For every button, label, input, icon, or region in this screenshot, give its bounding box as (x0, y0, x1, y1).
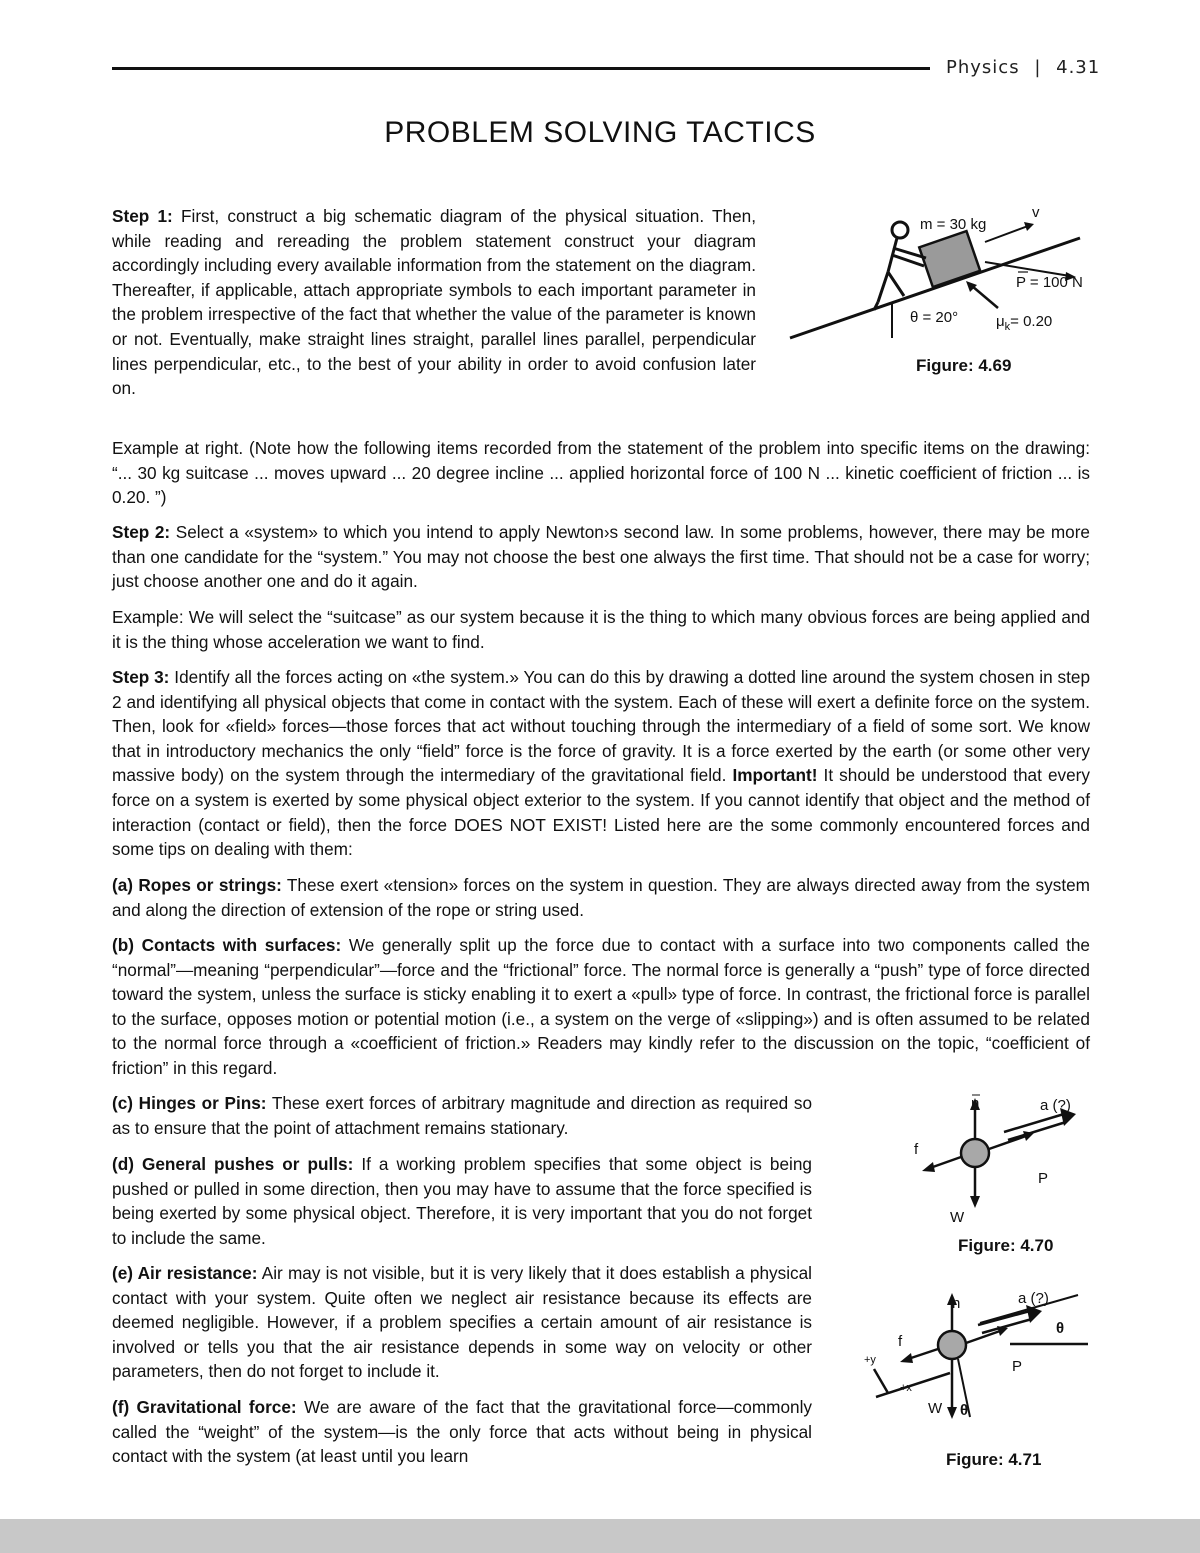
applied-force-label: P (1012, 1358, 1023, 1375)
acceleration-label (1018, 1290, 1049, 1307)
item-e-air-resistance (112, 1261, 812, 1384)
example-2-paragraph: Example: We will select the “suitcase” as our system because it is the thing to which many obvious forces are being applied and it is the thing whose acceleration we want to find. (112, 607, 1090, 652)
running-header (946, 57, 1100, 78)
header-rule (112, 67, 930, 70)
item-f-text: We are aware of the fact that the gravitational force—commonly called the “weight” of the system—is the only force that acts without being in physical contact with the system (at least until you learn (112, 1397, 812, 1467)
weight-label: W (950, 1209, 965, 1226)
person-pushing-icon (874, 222, 926, 310)
figure-4-70-caption: Figure: 4.70 (958, 1236, 1054, 1255)
step-1-text: First, construct a big schematic diagram of the physical situation. Then, while reading and rereading the problem statement construct your diagram accordingly including every available information from the statement on the diagram. Thereafter, if applicable, attach appropriate symbols to each important parameter in the problem irrespective of the fact that whether the value of the parameter is known or not. Eventually, make straight lines straight, parallel lines parallel, perpendicular lines perpendicular, etc., to the best of your ability in order to avoid confusion later on. (112, 206, 756, 399)
figure-4-69-incline-diagram (780, 200, 1100, 350)
item-e-text: Air may is not visible, but it is very likely that it does establish a physical contact with your system. Quite often we neglect air resistance because its effects are deemed negligible. However, if a problem specifies a certain amount of air resistance is involved or tells you that the air resistance depends in some way on velocity or other parameters, then do not forget to include it. (112, 1263, 812, 1382)
item-d-text: If a working problem specifies that some object is being pushed or pulled in some direction, then you may have to assume that the force specified is being exerted by some physical object. Therefore, it is very important that you do not forget to include the same. (112, 1154, 812, 1248)
item-b-text: We generally split up the force due to contact with a surface into two components called the “normal”—meaning “perpendicular”—force and the “frictional” force. The normal force is generally a “push” type of force directed toward the system, unless the surface is sticky enabling it to exert a «pull» type of force. In contrast, the frictional force is parallel to the surface, opposes motion or potential motion (i.e., a system on the verge of «slipping») and is often assumed to be related to the normal force through a «coefficient of friction.» Readers may kindly refer to the discussion on the topic, “coefficient of friction” in this regard. (112, 935, 1090, 1078)
incline-angle-label: θ = 20° (910, 309, 959, 326)
item-a-label: (a) Ropes or strings: (112, 875, 282, 895)
body-ball (961, 1139, 989, 1167)
lower-theta-label: θ (960, 1402, 969, 1419)
page-footer-bar (0, 1519, 1200, 1553)
mu-subscript: k (1004, 321, 1011, 333)
mu-symbol: μ (996, 313, 1005, 330)
upper-theta-label: θ (1056, 1320, 1065, 1337)
y-axis-label: +y (864, 1354, 876, 1366)
step-1-paragraph (112, 204, 756, 401)
acceleration-label (1040, 1097, 1071, 1114)
important-label: Important! (732, 765, 818, 786)
acceleration-unknown: (?) (1026, 1290, 1049, 1307)
figure-4-70-free-body-diagram (900, 1088, 1100, 1238)
step-3-text-1: Identify all the forces acting on «the system.» You can do this by drawing a dotted line around the system chosen in step 2 and identifying all physical objects that come in contact with the system. Each of these will exert a definite force on the system. Then, look for «field» forces—those forces that act without touching through the intermediary of a field of some sort. We know that in introductory mechanics the only “field” force is the force of gravity. It is a force exerted by the earth (or some other very massive body) on the system through the intermediary of the gravitational field. (112, 667, 1090, 786)
item-b-contacts (112, 933, 1090, 1081)
step-3-paragraph (112, 665, 1090, 862)
page-title: PROBLEM SOLVING TACTICS (384, 116, 816, 149)
item-f-label: (f) Gravitational force: (112, 1397, 297, 1417)
acceleration-symbol: a (1040, 1097, 1049, 1114)
item-d-label: (d) General pushes or pulls: (112, 1154, 354, 1174)
x-axis-label: +x (900, 1382, 912, 1394)
applied-force-label: P (1038, 1170, 1049, 1187)
figure-4-71-caption: Figure: 4.71 (946, 1450, 1042, 1469)
header-separator: | (1034, 57, 1042, 78)
item-c-hinges (112, 1091, 812, 1140)
item-a-text: These exert «tension» forces on the system in question. They are always directed away from the system and along the direction of extension of the rope or string used. (112, 875, 1090, 920)
acceleration-arrow-line-2 (1008, 1122, 1066, 1140)
suitcase-block (919, 231, 980, 287)
velocity-label: v (1032, 204, 1040, 221)
mu-value: = 0.20 (1010, 313, 1053, 330)
weight-label: W (928, 1400, 943, 1417)
normal-force-label: n (952, 1295, 961, 1312)
mass-label: m = 30 kg (920, 216, 987, 233)
step-2-text: Select a «system» to which you intend to apply Newton›s second law. In some problems, however, there may be more than one candidate for the “system.” You may not choose the best one always the first time. That should not be a case for worry; just choose another one and do it again. (112, 522, 1090, 592)
step-3-label: Step 3: (112, 667, 170, 687)
item-b-label: (b) Contacts with surfaces: (112, 935, 342, 955)
step-2-paragraph (112, 520, 1090, 594)
y-axis (874, 1369, 888, 1393)
friction-label: f (914, 1141, 919, 1158)
item-d-pushes (112, 1152, 812, 1250)
friction-arrow (908, 1349, 938, 1359)
item-c-text: These exert forces of arbitrary magnitude and direction as required so as to ensure that the point of attachment remains stationary. (112, 1093, 813, 1138)
friction-arrow (930, 1157, 961, 1168)
friction-label: f (898, 1333, 903, 1350)
body-ball (938, 1331, 966, 1359)
figure-4-69-caption: Figure: 4.69 (916, 356, 1012, 375)
applied-force-label: P = 100 N (1016, 274, 1083, 291)
step-2-label: Step 2: (112, 522, 171, 542)
item-c-label: (c) Hinges or Pins: (112, 1093, 267, 1113)
acceleration-unknown: (?) (1048, 1097, 1071, 1114)
header-page-number: 4.31 (1056, 57, 1101, 78)
example-1-paragraph: Example at right. (Note how the following items recorded from the statement of the problem into specific items on the drawing: “... 30 kg suitcase ... moves upward ... 20 degree incline ... applied horizontal force of 100 N ... kinetic coefficient of friction ... is 0.20. ”) (112, 438, 1090, 508)
normal-force-label: n (971, 1095, 980, 1112)
acceleration-symbol: a (1018, 1290, 1027, 1307)
item-e-label: (e) Air resistance: (112, 1263, 258, 1283)
friction-arrow (972, 286, 998, 308)
friction-coefficient-label (996, 313, 1052, 333)
figure-4-71-inclined-free-body-diagram (860, 1283, 1100, 1443)
item-f-gravity (112, 1395, 812, 1469)
item-a-ropes (112, 873, 1090, 922)
acceleration-arrow-line-1 (1004, 1114, 1064, 1132)
velocity-arrow (985, 226, 1028, 242)
step-3-text-2: It should be understood that every force on a system is exerted by some physical object exterior to the system. If you cannot identify that object and the method of interaction (contact or field), then the force DOES NOT EXIST! Listed here are the some commonly encountered forces and some tips on dealing with them: (112, 765, 1090, 860)
applied-force-arrow (989, 1136, 1026, 1149)
header-subject: Physics (946, 57, 1020, 78)
step-1-label: Step 1: (112, 206, 173, 226)
